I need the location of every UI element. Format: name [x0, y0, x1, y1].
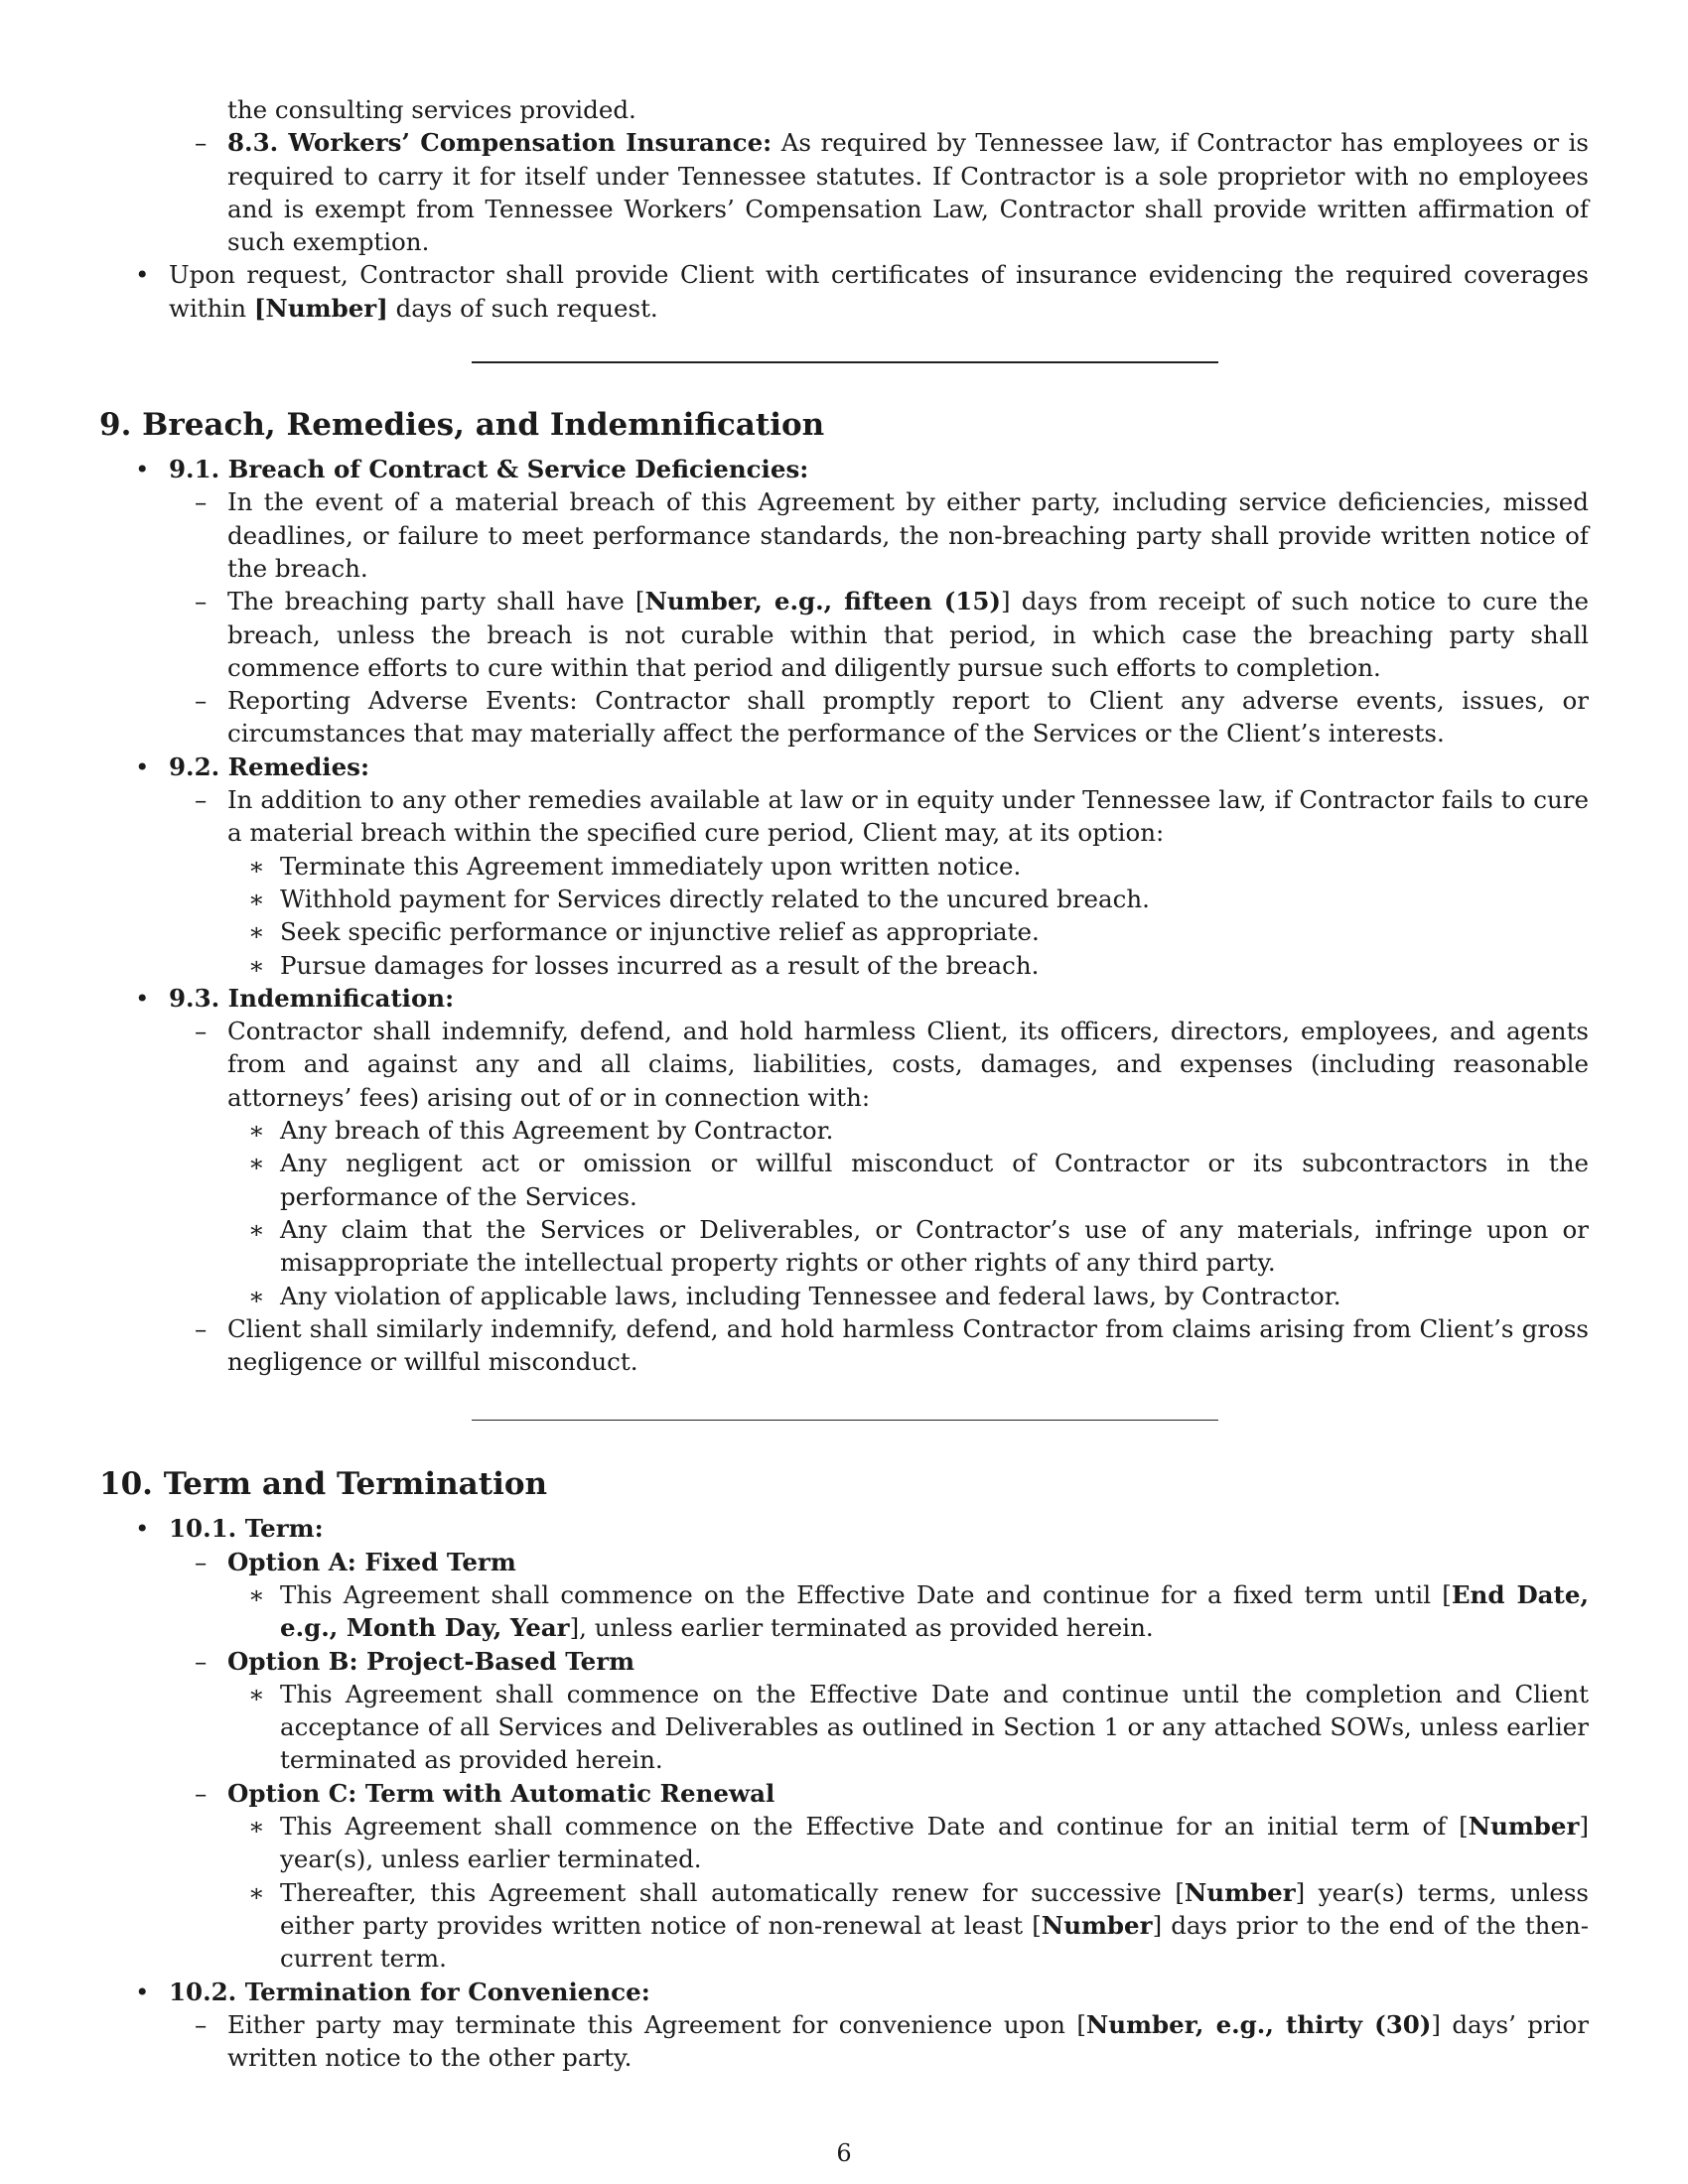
asterisk-bullet: ∗ — [248, 1116, 265, 1146]
list-item: ∗ Any breach of this Agreement by Contractor. — [99, 1114, 1589, 1147]
subsection-title: 9.2. Remedies: — [169, 751, 370, 781]
list-item: ∗ This Agreement shall commence on the Effective Date and continue for an initial term of [Number] year(s), unless earlier terminated. — [248, 1812, 1589, 1874]
section-heading: 9. Breach, Remedies, and Indemnification — [99, 407, 825, 444]
list-item: ∗ Any claim that the Services or Deliverables, or Contractor’s use of any materials, infringe upon or misappropriate the intellectual property rights or other rights of any third party. — [248, 1214, 1589, 1278]
subsection-title: 9.1. Breach of Contract & Service Deficiencies: — [169, 455, 809, 484]
subsection-title: 9.3. Indemnification: — [169, 983, 455, 1013]
horizontal-rule — [472, 361, 1218, 363]
paragraph: Either party may terminate this Agreement for convenience upon [Number, e.g., thirty (30)] days’ prior written notice to the other party. — [227, 2009, 1589, 2073]
dash-bullet: – — [195, 1313, 208, 1343]
list-item: ∗ This Agreement shall commence on the Effective Date and continue until the completion and Client acceptance of all Services and Deliverables as outlined in Section 1 or any attached SOWs, unless earlier terminated as provided herein. — [248, 1679, 1589, 1775]
option-title: Option C: Term with Automatic Renewal — [227, 1778, 775, 1808]
asterisk-bullet: ∗ — [248, 1812, 265, 1842]
document-page — [99, 93, 1589, 2074]
list-item — [99, 783, 1589, 850]
option-title: Option A: Fixed Term — [227, 1547, 516, 1576]
list-item: ∗ Seek specific performance or injunctive relief as appropriate. — [99, 915, 1589, 948]
paragraph: In the event of a material breach of this Agreement by either party, including service deficiencies, missed deadlines, or failure to meet performance standards, the non-breaching party shall provide written notice of the breach. — [227, 487, 1589, 583]
list-item — [99, 453, 1589, 485]
dash-bullet: – — [195, 587, 208, 616]
list-item — [99, 485, 1589, 585]
dash-bullet: – — [195, 1646, 208, 1676]
list-item: ∗ Withhold payment for Services directly related to the uncured breach. — [99, 883, 1589, 915]
dash-bullet: – — [195, 128, 208, 158]
paragraph: In addition to any other remedies available at law or in equity under Tennessee law, if Contractor fails to cure a material breach within the specified cure period, Client may, at its option: — [227, 785, 1589, 848]
dash-bullet: – — [195, 1547, 208, 1576]
asterisk-bullet: ∗ — [248, 884, 265, 913]
list-item — [99, 93, 1589, 126]
asterisk-bullet: ∗ — [248, 1281, 265, 1310]
list-item — [99, 1976, 1589, 2008]
list-item — [99, 1015, 1589, 1114]
list-item — [99, 1512, 1589, 1545]
list-item — [99, 1312, 1589, 1379]
list-item: ∗ Any violation of applicable laws, including Tennessee and federal laws, by Contractor. — [99, 1280, 1589, 1312]
horizontal-rule — [472, 1420, 1218, 1421]
asterisk-bullet: ∗ — [248, 917, 265, 947]
dash-bullet: – — [195, 686, 208, 716]
list-item — [99, 751, 1589, 783]
paragraph: Upon request, Contractor shall provide Client with certificates of insurance evidencing the required coverages within [Number] days of such request. — [169, 260, 1589, 323]
bullet: • — [135, 1514, 150, 1544]
paragraph: Reporting Adverse Events: Contractor shall promptly report to Client any adverse events, issues, or circumstances that may materially affect the performance of the Services or the Client’s interests. — [227, 686, 1589, 749]
subsection-title: 10.2. Termination for Convenience: — [169, 1977, 650, 2006]
subsection-title: 8.3. Workers’ Compensation Insurance: — [227, 128, 773, 158]
list-item — [99, 2008, 1589, 2075]
list-item — [99, 258, 1589, 325]
dash-bullet: – — [195, 2009, 208, 2039]
asterisk-bullet: ∗ — [248, 950, 265, 980]
dash-bullet: – — [195, 1778, 208, 1808]
bullet: • — [135, 983, 150, 1013]
asterisk-bullet: ∗ — [248, 1214, 265, 1244]
list-item: ∗ Thereafter, this Agreement shall automatically renew for successive [Number] year(s) terms, unless either party provides written notice of non-renewal at least [Number] days prior to the end of the then-current term. — [248, 1877, 1589, 1974]
paragraph: Contractor shall indemnify, defend, and hold harmless Client, its officers, directors, employees, and agents from and against any and all claims, liabilities, costs, damages, and expenses (including reasonable attorneys’ fees) arising out of or in connection with: — [227, 1017, 1589, 1112]
asterisk-bullet: ∗ — [248, 1149, 265, 1178]
list-item: ∗ Any negligent act or omission or willful misconduct of Contractor or its subcontractors in the performance of the Services. — [248, 1149, 1589, 1211]
list-item: ∗ Pursue damages for losses incurred as a result of the breach. — [99, 949, 1589, 982]
paragraph: The breaching party shall have [Number, e.g., fifteen (15)] days from receipt of such notice to cure the breach, unless the breach is not curable within that period, in which case the breaching party shall commence efforts to cure within that period and diligently pursue such efforts to completion. — [227, 587, 1589, 682]
list-item — [99, 585, 1589, 684]
list-item — [99, 1645, 1589, 1678]
dash-bullet: – — [195, 1017, 208, 1046]
list-item — [99, 684, 1589, 751]
list-item: ∗ This Agreement shall commence on the Effective Date and continue for a fixed term until [End Date, e.g., Month Day, Year], unless earlier terminated as provided herein. — [248, 1579, 1589, 1643]
paragraph: the consulting services provided. — [227, 95, 636, 124]
paragraph: Client shall similarly indemnify, defend, and hold harmless Contractor from claims arising from Client’s gross negligence or willful misconduct. — [227, 1313, 1589, 1377]
bullet: • — [135, 1977, 150, 2006]
dash-bullet: – — [195, 785, 208, 815]
section-heading: 10. Term and Termination — [99, 1466, 548, 1503]
asterisk-bullet: ∗ — [248, 1579, 265, 1609]
list-item — [99, 126, 1589, 258]
asterisk-bullet: ∗ — [248, 1877, 265, 1907]
list-item — [99, 1546, 1589, 1578]
bullet: • — [135, 455, 150, 484]
page-number: 6 — [836, 2139, 852, 2167]
list-item — [99, 1777, 1589, 1810]
asterisk-bullet: ∗ — [248, 1679, 265, 1708]
list-item: ∗ Terminate this Agreement immediately upon written notice. — [99, 850, 1589, 883]
paragraph: 8.3. Workers’ Compensation Insurance: As required by Tennessee law, if Contractor has employees or is required to carry it for itself under Tennessee statutes. If Contractor is a sole proprietor with no employees and is exempt from Tennessee Workers’ Compensation Law, Contractor shall provide written affirmation of such exemption. — [227, 128, 1589, 257]
asterisk-bullet: ∗ — [248, 851, 265, 881]
dash-bullet: – — [195, 487, 208, 517]
list-item — [99, 982, 1589, 1015]
bullet: • — [135, 751, 150, 781]
subsection-title: 10.1. Term: — [169, 1514, 324, 1544]
option-title: Option B: Project-Based Term — [227, 1646, 635, 1676]
bullet: • — [135, 260, 150, 290]
